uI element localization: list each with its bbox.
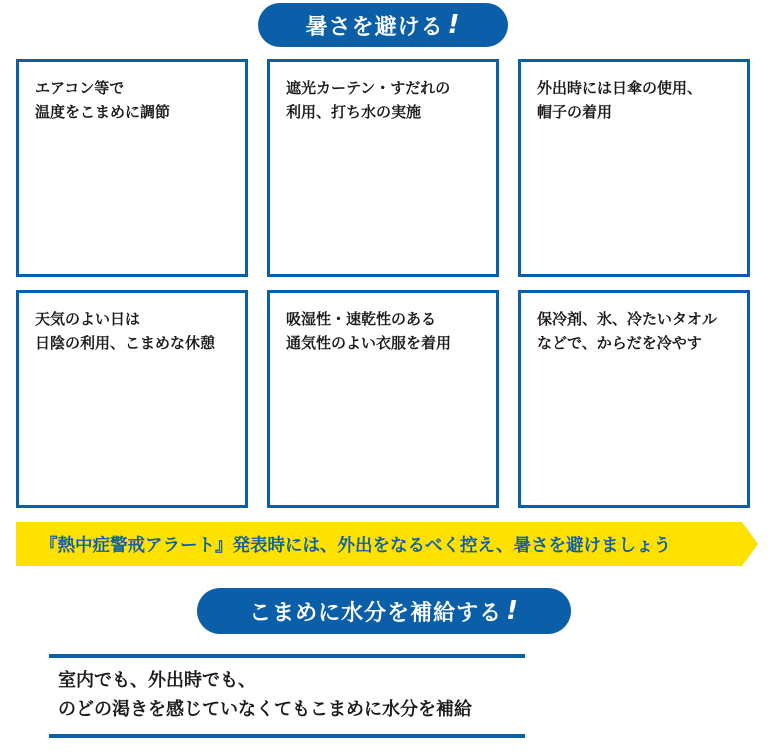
tip-card-parasol xyxy=(518,59,750,277)
section-title: こまめに水分を補給する xyxy=(249,600,503,626)
tip-line: 遮光カーテン・すだれの xyxy=(286,79,451,97)
tip-line: 温度をこまめに調節 xyxy=(35,103,171,121)
tip-card-curtains xyxy=(267,59,499,277)
tip-line: 通気性のよい衣服を着用 xyxy=(286,334,452,352)
tip-card-cooling xyxy=(518,290,750,508)
tip-card-shade-rest xyxy=(16,290,248,508)
section-heading-avoid-heat xyxy=(258,3,508,47)
divider-top xyxy=(49,654,525,658)
tip-card-clothing xyxy=(267,290,499,508)
exclamation-mark: ! xyxy=(506,596,519,626)
section-title: 暑さを避ける xyxy=(305,14,444,40)
hydration-line: のどの渇きを感じていなくてもこまめに水分を補給 xyxy=(58,699,472,720)
hydration-text xyxy=(58,666,472,724)
tip-card-air-conditioner xyxy=(16,59,248,277)
alert-text: 『熱中症警戒アラート』発表時には、外出をなるべく控え、暑さを避けましょう xyxy=(40,535,672,556)
hydration-line: 室内でも、外出時でも、 xyxy=(58,670,256,691)
section-heading-hydration xyxy=(197,588,571,634)
tip-line: 利用、打ち水の実施 xyxy=(286,103,422,121)
tip-line: 帽子の着用 xyxy=(537,103,613,121)
tip-line: 日陰の利用、こまめな休憩 xyxy=(35,334,216,352)
heatstroke-alert-banner xyxy=(14,522,759,566)
tip-line: 保冷剤、氷、冷たいタオル xyxy=(537,310,718,328)
tip-line: 天気のよい日は xyxy=(35,310,141,328)
exclamation-mark: ! xyxy=(447,10,461,40)
tip-line: エアコン等で xyxy=(35,79,125,97)
tip-line: などで、からだを冷やす xyxy=(537,334,702,352)
divider-bottom xyxy=(49,734,525,738)
tip-line: 吸湿性・速乾性のある xyxy=(286,310,437,328)
tip-line: 外出時には日傘の使用、 xyxy=(537,79,703,97)
